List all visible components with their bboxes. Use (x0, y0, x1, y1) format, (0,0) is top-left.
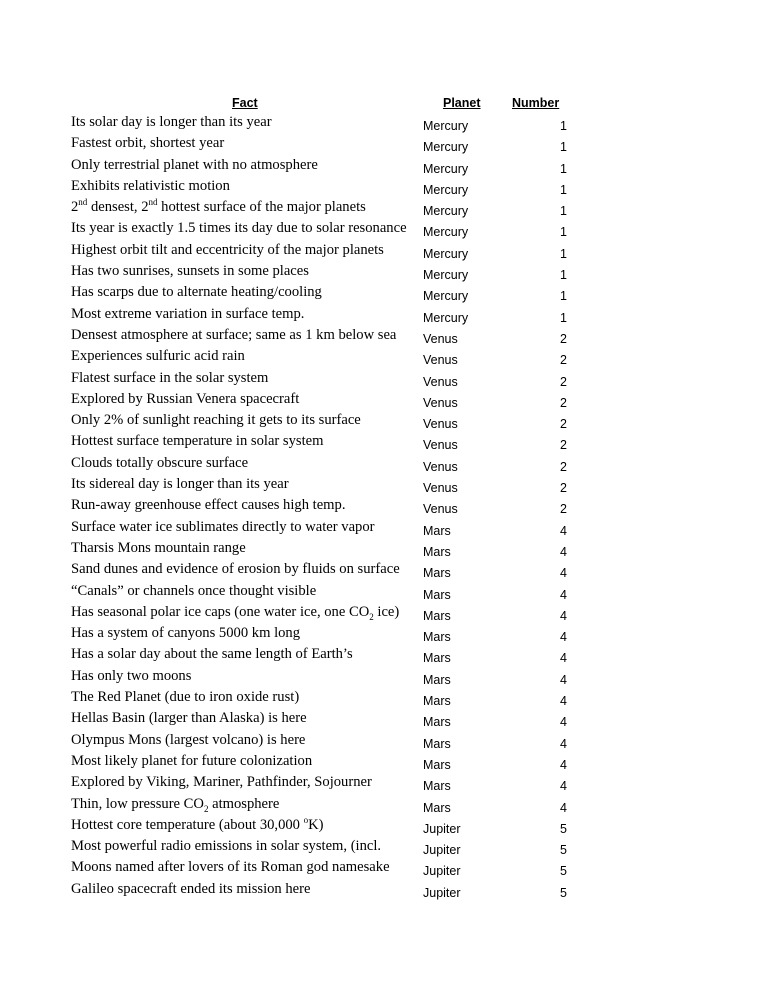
number-cell: 1 (560, 161, 567, 176)
planet-cell: Mercury (423, 182, 469, 197)
fact-cell: Run-away greenhouse effect causes high temp. (71, 497, 346, 514)
planet-cell: Venus (423, 395, 458, 410)
number-cell: 1 (560, 310, 567, 325)
planet-cell: Mars (423, 757, 451, 772)
fact-cell: Explored by Russian Venera spacecraft (71, 390, 300, 407)
fact-cell: Sand dunes and evidence of erosion by fluids on surface (71, 561, 400, 578)
number-cell: 4 (560, 757, 567, 772)
fact-cell: Hottest core temperature (about 30,000 $^o$K) (71, 814, 324, 833)
number-cell: 2 (560, 374, 567, 389)
number-cell: 1 (560, 204, 567, 219)
table-row (0, 708, 768, 729)
number-cell: 1 (560, 268, 567, 283)
fact-cell: Exhibits relativistic motion (71, 177, 230, 194)
fact-cell: Densest atmosphere at surface; same as 1 km below sea (71, 326, 397, 343)
number-cell: 4 (560, 779, 567, 794)
number-cell: 1 (560, 119, 567, 133)
fact-cell: Fastest orbit, shortest year (71, 135, 225, 152)
table-row (0, 176, 768, 197)
fact-cell: Flatest surface in the solar system (71, 369, 269, 386)
number-cell: 2 (560, 417, 567, 432)
table-row (0, 368, 768, 389)
number-cell: 4 (560, 630, 567, 645)
number-cell: 1 (560, 225, 567, 240)
planet-cell: Mars (423, 736, 451, 751)
fact-cell: Its solar day is longer than its year (71, 114, 272, 130)
planet-cell: Venus (423, 502, 458, 517)
table-row (0, 538, 768, 559)
fact-cell: Olympus Mons (largest volcano) is here (71, 731, 306, 748)
table-row (0, 261, 768, 282)
table-row (0, 155, 768, 176)
table-row (0, 730, 768, 751)
planet-cell: Venus (423, 353, 458, 368)
planet-cell: Mars (423, 800, 451, 815)
number-cell: 4 (560, 736, 567, 751)
table-row (0, 666, 768, 687)
number-cell: 1 (560, 289, 567, 304)
facts-table-body (0, 112, 768, 900)
fact-cell: Clouds totally obscure surface (71, 454, 249, 471)
table-row (0, 815, 768, 836)
fact-column-header: Fact (232, 96, 258, 110)
table-row (0, 687, 768, 708)
fact-cell: Most powerful radio emissions in solar system, (incl. (71, 838, 382, 855)
table-row (0, 218, 768, 239)
number-cell: 4 (560, 651, 567, 666)
planet-cell: Mars (423, 672, 451, 687)
planet-cell: Mars (423, 587, 451, 602)
table-row (0, 325, 768, 346)
planet-cell: Jupiter (423, 864, 461, 879)
table-row (0, 240, 768, 261)
fact-cell: Its sidereal day is longer than its year (71, 476, 289, 493)
fact-cell: The Red Planet (due to iron oxide rust) (71, 689, 300, 706)
fact-cell: Has a solar day about the same length of Earth’s (71, 646, 353, 663)
fact-cell: Hellas Basin (larger than Alaska) is here (71, 710, 307, 727)
fact-cell: Has scarps due to alternate heating/cooling (71, 284, 322, 301)
planet-cell: Jupiter (423, 821, 461, 836)
number-cell: 5 (560, 885, 567, 900)
fact-cell: Tharsis Mons mountain range (71, 539, 246, 556)
planet-cell: Venus (423, 481, 458, 496)
planet-cell: Mars (423, 608, 451, 623)
table-row (0, 304, 768, 325)
table-row (0, 410, 768, 431)
table-row (0, 559, 768, 580)
table-row (0, 581, 768, 602)
table-row (0, 197, 768, 218)
planet-cell: Mars (423, 544, 451, 559)
planet-cell: Mercury (423, 119, 469, 133)
number-cell: 2 (560, 481, 567, 496)
fact-cell: Hottest surface temperature in solar system (71, 433, 324, 450)
table-row (0, 282, 768, 303)
number-cell: 4 (560, 694, 567, 709)
table-row (0, 133, 768, 154)
planet-cell: Venus (423, 331, 458, 346)
number-cell: 4 (560, 566, 567, 581)
planet-cell: Mars (423, 566, 451, 581)
planet-cell: Mars (423, 694, 451, 709)
planet-cell: Mercury (423, 310, 469, 325)
table-row (0, 644, 768, 665)
number-cell: 4 (560, 672, 567, 687)
planet-cell: Mars (423, 523, 451, 538)
fact-cell: Surface water ice sublimates directly to water vapor (71, 518, 375, 535)
table-row (0, 474, 768, 495)
number-column-header: Number (512, 96, 560, 110)
number-cell: 4 (560, 587, 567, 602)
table-row (0, 879, 768, 900)
planet-cell: Jupiter (423, 885, 461, 900)
number-cell: 2 (560, 395, 567, 410)
planet-cell: Venus (423, 438, 458, 453)
planet-cell: Mars (423, 651, 451, 666)
number-cell: 5 (560, 864, 567, 879)
number-cell: 4 (560, 715, 567, 730)
planet-cell: Mars (423, 779, 451, 794)
fact-cell: Has seasonal polar ice caps (one water ice, one $CO_2$ ice) (71, 603, 400, 622)
fact-cell: Has only two moons (71, 667, 192, 684)
fact-cell: Explored by Viking, Mariner, Pathfinder, Sojourner (71, 774, 372, 791)
table-row (0, 453, 768, 474)
planet-cell: Mercury (423, 268, 469, 283)
fact-cell: “Canals” or channels once thought visible (71, 582, 317, 599)
fact-cell: Only 2% of sunlight reaching it gets to its surface (71, 412, 361, 429)
planet-cell: Mercury (423, 289, 469, 304)
table-row (0, 623, 768, 644)
table-row (0, 751, 768, 772)
fact-cell: Most likely planet for future colonization (71, 752, 313, 769)
number-cell: 1 (560, 140, 567, 155)
number-cell: 4 (560, 800, 567, 815)
planet-cell: Mars (423, 715, 451, 730)
planet-cell: Venus (423, 459, 458, 474)
fact-cell: Galileo spacecraft ended its mission here (71, 880, 311, 897)
fact-cell: Only terrestrial planet with no atmosphere (71, 156, 318, 173)
number-cell: 5 (560, 843, 567, 858)
table-row (0, 346, 768, 367)
planet-cell: Mercury (423, 246, 469, 261)
number-cell: 1 (560, 182, 567, 197)
number-cell: 2 (560, 502, 567, 517)
table-row (0, 772, 768, 793)
planet-cell: Mars (423, 630, 451, 645)
number-cell: 4 (560, 608, 567, 623)
table-row (0, 794, 768, 815)
planet-column-header: Planet (443, 96, 481, 110)
table-row (0, 517, 768, 538)
table-row (0, 431, 768, 452)
planet-cell: Mercury (423, 140, 469, 155)
number-cell: 1 (560, 246, 567, 261)
table-row (0, 495, 768, 516)
table-row (0, 389, 768, 410)
table-row (0, 836, 768, 857)
number-cell: 2 (560, 459, 567, 474)
table-row (0, 857, 768, 878)
fact-cell: Thin, low pressure $CO_2$ atmosphere (71, 795, 280, 814)
fact-cell: Its year is exactly 1.5 times its day due to solar resonance (71, 220, 407, 237)
number-cell: 4 (560, 523, 567, 538)
planet-cell: Venus (423, 374, 458, 389)
fact-cell: Highest orbit tilt and eccentricity of the major planets (71, 241, 384, 258)
fact-cell: Has two sunrises, sunsets in some places (71, 263, 309, 280)
planet-cell: Mercury (423, 204, 469, 219)
number-cell: 2 (560, 331, 567, 346)
number-cell: 5 (560, 821, 567, 836)
fact-cell: Experiences sulfuric acid rain (71, 348, 245, 365)
table-row (0, 602, 768, 623)
planet-cell: Venus (423, 417, 458, 432)
fact-cell: 2nd densest, 2nd hottest surface of the major planets (71, 197, 366, 216)
table-row (0, 112, 768, 133)
fact-cell: Moons named after lovers of its Roman god namesake (71, 859, 390, 876)
fact-cell: Most extreme variation in surface temp. (71, 305, 305, 322)
number-cell: 4 (560, 544, 567, 559)
planet-cell: Mercury (423, 161, 469, 176)
number-cell: 2 (560, 353, 567, 368)
planet-cell: Mercury (423, 225, 469, 240)
fact-cell: Has a system of canyons 5000 km long (71, 625, 301, 642)
number-cell: 2 (560, 438, 567, 453)
planet-cell: Jupiter (423, 843, 461, 858)
